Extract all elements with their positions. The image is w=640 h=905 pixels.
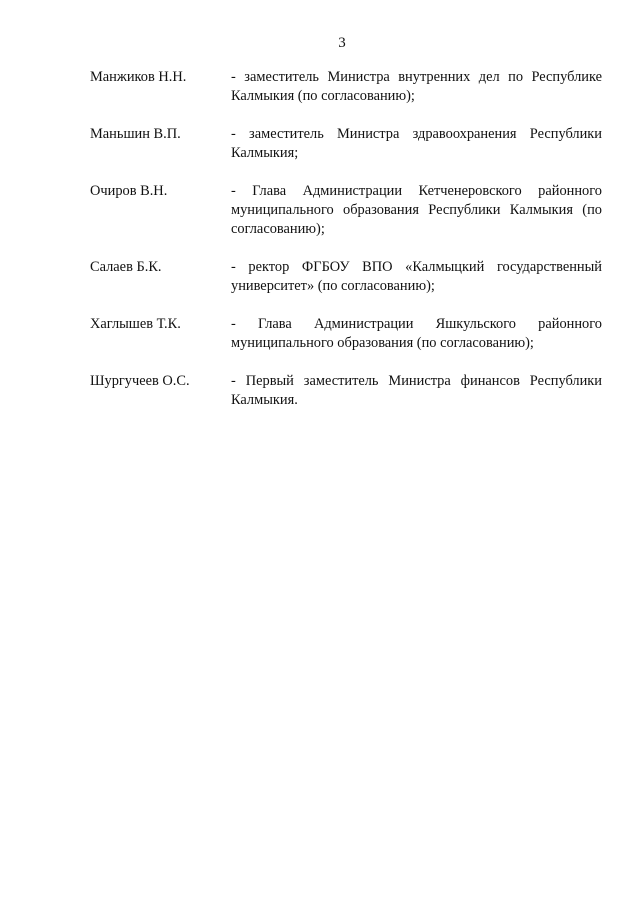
member-entry — [90, 182, 602, 239]
member-name: Манжиков Н.Н. — [90, 69, 187, 85]
member-name: Хаглышев Т.К. — [90, 316, 181, 332]
member-name: Очиров В.Н. — [90, 183, 168, 199]
member-entry — [90, 68, 602, 106]
member-role: - Первый заместитель Министра финансов Республики Калмыкия. — [231, 373, 602, 408]
member-role: - заместитель Министра внутренних дел по Республике Калмыкия (по согласованию); — [231, 69, 602, 104]
members-list — [90, 68, 602, 429]
member-role: - ректор ФГБОУ ВПО «Калмыцкий государственный университет» (по согласованию); — [231, 259, 602, 294]
page-number: 3 — [338, 35, 346, 51]
member-role: - Глава Администрации Яшкульского районного муниципального образования (по согласованию); — [231, 316, 602, 351]
member-name: Шургучеев О.С. — [90, 373, 190, 389]
member-entry — [90, 258, 602, 296]
member-name: Маньшин В.П. — [90, 126, 181, 142]
member-entry — [90, 125, 602, 163]
member-role: - Глава Администрации Кетченеровского районного муниципального образования Республики Калмыкия (по согласованию); — [231, 183, 602, 237]
member-name: Салаев Б.К. — [90, 259, 162, 275]
member-entry — [90, 372, 602, 410]
member-role: - заместитель Министра здравоохранения Республики Калмыкия; — [231, 126, 602, 161]
member-entry — [90, 315, 602, 353]
